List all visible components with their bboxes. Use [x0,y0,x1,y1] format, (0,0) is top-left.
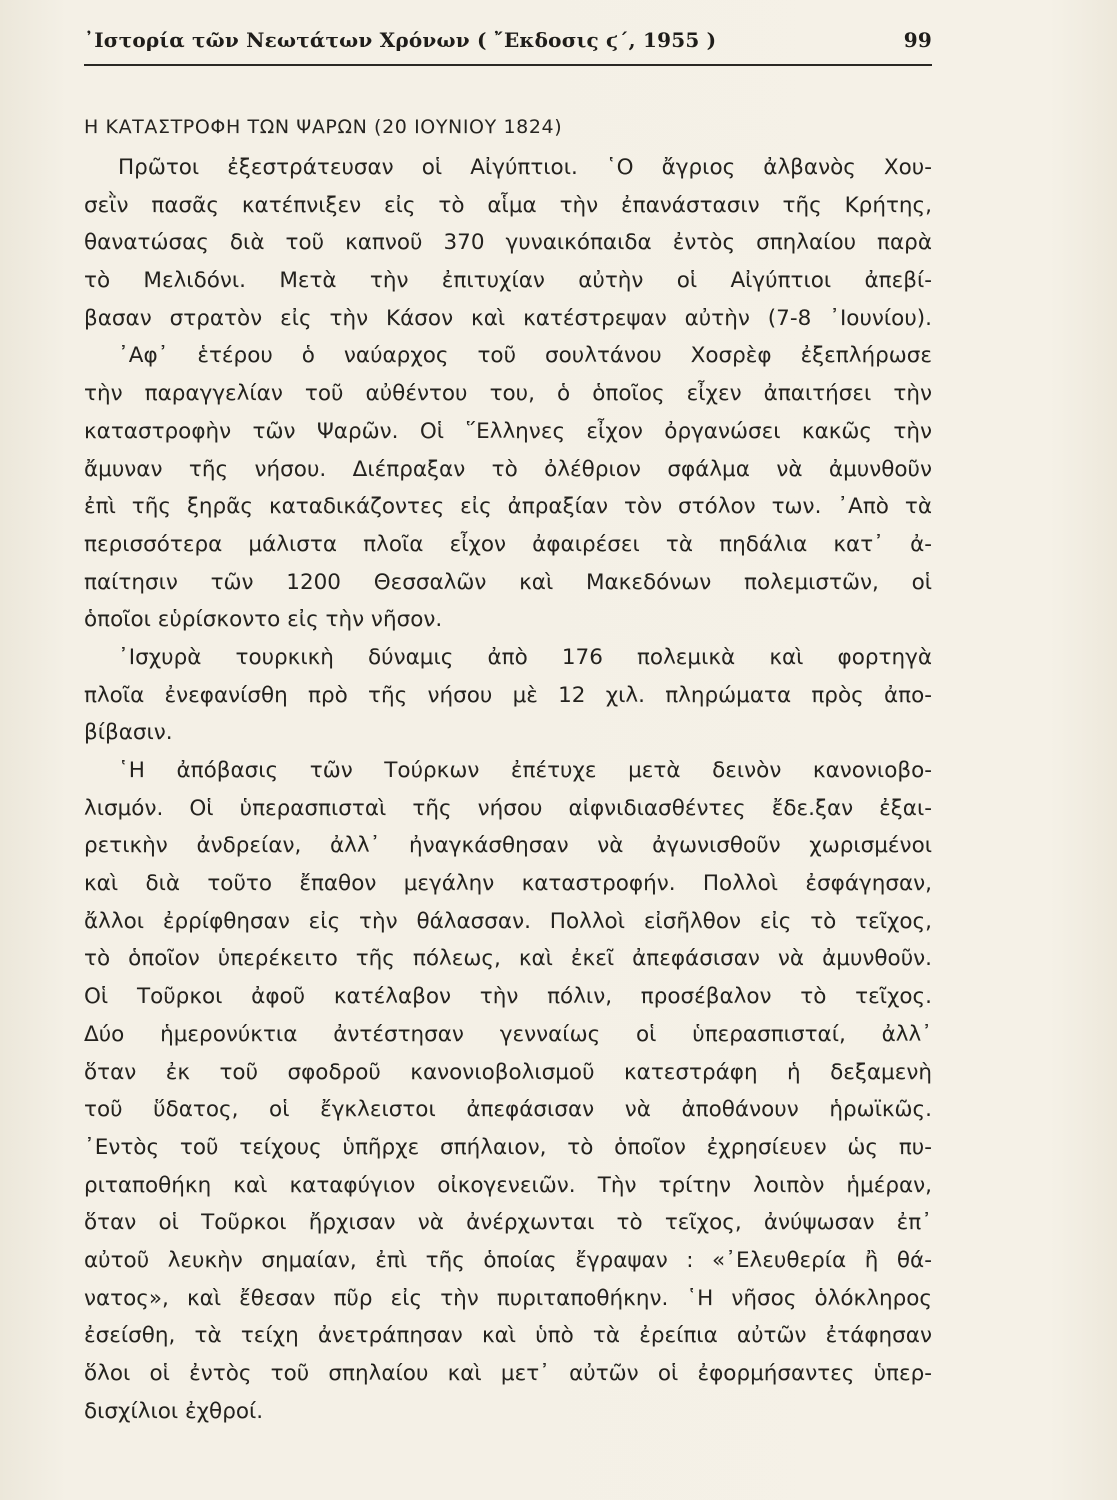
text-line: νατος», καὶ ἔθεσαν πῦρ εἰς τὴν πυριταποθήκην. ῾Η νῆσος ὁλόκληρος [84,1285,932,1311]
page-number: 99 [903,28,932,52]
text-line: ἄλλοι ἐρρίφθησαν εἰς τὴν θάλασσαν. Πολλοὶ εἰσῆλθον εἰς τὸ τεῖχος, [84,908,932,934]
text-line: ρετικὴν ἀνδρείαν, ἀλλ᾽ ἠναγκάσθησαν νὰ ἀγωνισθοῦν χωρισμένοι [84,833,932,859]
text-line: παίτησιν τῶν 1200 Θεσσαλῶν καὶ Μακεδόνων πολεμιστῶν, οἱ [84,569,932,595]
body-text [84,149,932,1430]
text-line: ὁποῖοι εὑρίσκοντο εἰς τὴν νῆσον. [84,607,443,633]
text-line: ᾽Εντὸς τοῦ τείχους ὑπῆρχε σπήλαιον, τὸ ὁποῖον ἐχρησίευεν ὡς πυ- [84,1134,932,1160]
text-line: ἐσείσθη, τὰ τείχη ἀνετράπησαν καὶ ὑπὸ τὰ ἐρείπια αὐτῶν ἐτάφησαν [84,1323,932,1349]
text-line: ἐπὶ τῆς ξηρᾶς καταδικάζοντες εἰς ἀπραξίαν τὸν στόλον των. ᾽Απὸ τὰ [84,494,932,520]
text-line: καταστροφὴν τῶν Ψαρῶν. Οἱ ῞Ελληνες εἶχον ὀργανώσει κακῶς τὴν [84,418,932,444]
text-line: ῾Η ἀπόβασις τῶν Τούρκων ἐπέτυχε μετὰ δεινὸν κανονιοβο- [118,758,932,783]
text-line: Δύο ἡμερονύκτια ἀντέστησαν γενναίως οἱ ὑπερασπισταί, ἀλλ᾽ [84,1021,932,1047]
text-line: τὸ Μελιδόνι. Μετὰ τὴν ἐπιτυχίαν αὐτὴν οἱ Αἰγύπτιοι ἀπεβί- [84,268,932,294]
text-line: βασαν στρατὸν εἰς τὴν Κάσον καὶ κατέστρεψαν αὐτὴν (7-8 ᾽Ιουνίου). [84,305,932,331]
text-line: δισχίλιοι ἐχθροί. [84,1398,264,1424]
text-line: Οἱ Τοῦρκοι ἀφοῦ κατέλαβον τὴν πόλιν, προσέβαλον τὸ τεῖχος. [84,984,932,1010]
text-line: σεῒν πασᾶς κατέπνιξεν εἰς τὸ αἷμα τὴν ἐπανάστασιν τῆς Κρήτης, [84,192,932,218]
text-line: τὸ ὁποῖον ὑπερέκειτο τῆς πόλεως, καὶ ἐκεῖ ἀπεφάσισαν νὰ ἀμυνθοῦν. [84,946,932,972]
text-line: ᾽Ισχυρὰ τουρκικὴ δύναμις ἀπὸ 176 πολεμικὰ καὶ φορτηγὰ [118,644,932,670]
running-title: ᾽Ιστορία τῶν Νεωτάτων Χρόνων ( ῎Εκδοσις ϛ΄, 1955 ) [84,28,717,52]
text-line: ᾽Αφ᾽ ἑτέρου ὁ ναύαρχος τοῦ σουλτάνου Χοσρὲφ ἐξεπλήρωσε [118,343,932,369]
running-head [84,28,932,58]
text-line: ὅταν οἱ Τοῦρκοι ἤρχισαν νὰ ἀνέρχωνται τὸ τεῖχος, ἀνύψωσαν ἐπ᾽ [84,1210,932,1236]
text-line: πλοῖα ἐνεφανίσθη πρὸ τῆς νήσου μὲ 12 χιλ. πληρώματα πρὸς ἀπο- [84,682,932,708]
text-line: Πρῶτοι ἐξεστράτευσαν οἱ Αἰγύπτιοι. ῾Ο ἄγριος ἀλβανὸς Χου- [118,155,932,180]
header-rule [84,64,932,66]
text-line: θανατώσας διὰ τοῦ καπνοῦ 370 γυναικόπαιδα ἐντὸς σπηλαίου παρὰ [84,230,932,256]
text-line: ριταποθήκη καὶ καταφύγιον οἰκογενειῶν. Τὴν τρίτην λοιπὸν ἡμέραν, [84,1172,932,1198]
text-line: λισμόν. Οἱ ὑπερασπισταὶ τῆς νήσου αἰφνιδιασθέντες ἔδε.ξαν ἐξαι- [84,795,932,821]
text-line: ἄμυναν τῆς νήσου. Διέπραξαν τὸ ὀλέθριον σφάλμα νὰ ἀμυνθοῦν [84,456,932,482]
text-line: βίβασιν. [84,720,173,746]
text-line: καὶ διὰ τοῦτο ἔπαθον μεγάλην καταστροφήν. Πολλοὶ ἐσφάγησαν, [84,871,932,897]
text-line: περισσότερα μάλιστα πλοῖα εἶχον ἀφαιρέσει τὰ πηδάλια κατ᾽ ἀ- [84,531,932,557]
text-line: ὅλοι οἱ ἐντὸς τοῦ σπηλαίου καὶ μετ᾽ αὐτῶν οἱ ἐφορμήσαντες ὑπερ- [84,1361,932,1386]
chapter-title: Η ΚΑΤΑΣΤΡΟΦΗ ΤΩΝ ΨΑΡΩΝ (20 ΙΟΥΝΙΟΥ 1824) [84,116,563,138]
text-line: αὐτοῦ λευκὴν σημαίαν, ἐπὶ τῆς ὁποίας ἔγραψαν : «᾽Ελευθερία ἢ θά- [84,1247,932,1273]
text-line: τὴν παραγγελίαν τοῦ αὐθέντου του, ὁ ὁποῖος εἶχεν ἀπαιτήσει τὴν [84,381,932,407]
text-line: ὅταν ἐκ τοῦ σφοδροῦ κανονιοβολισμοῦ κατεστράφη ἡ δεξαμενὴ [84,1059,932,1085]
text-line: τοῦ ὕδατος, οἱ ἔγκλειστοι ἀπεφάσισαν νὰ ἀποθάνουν ἡρωϊκῶς. [84,1097,932,1123]
